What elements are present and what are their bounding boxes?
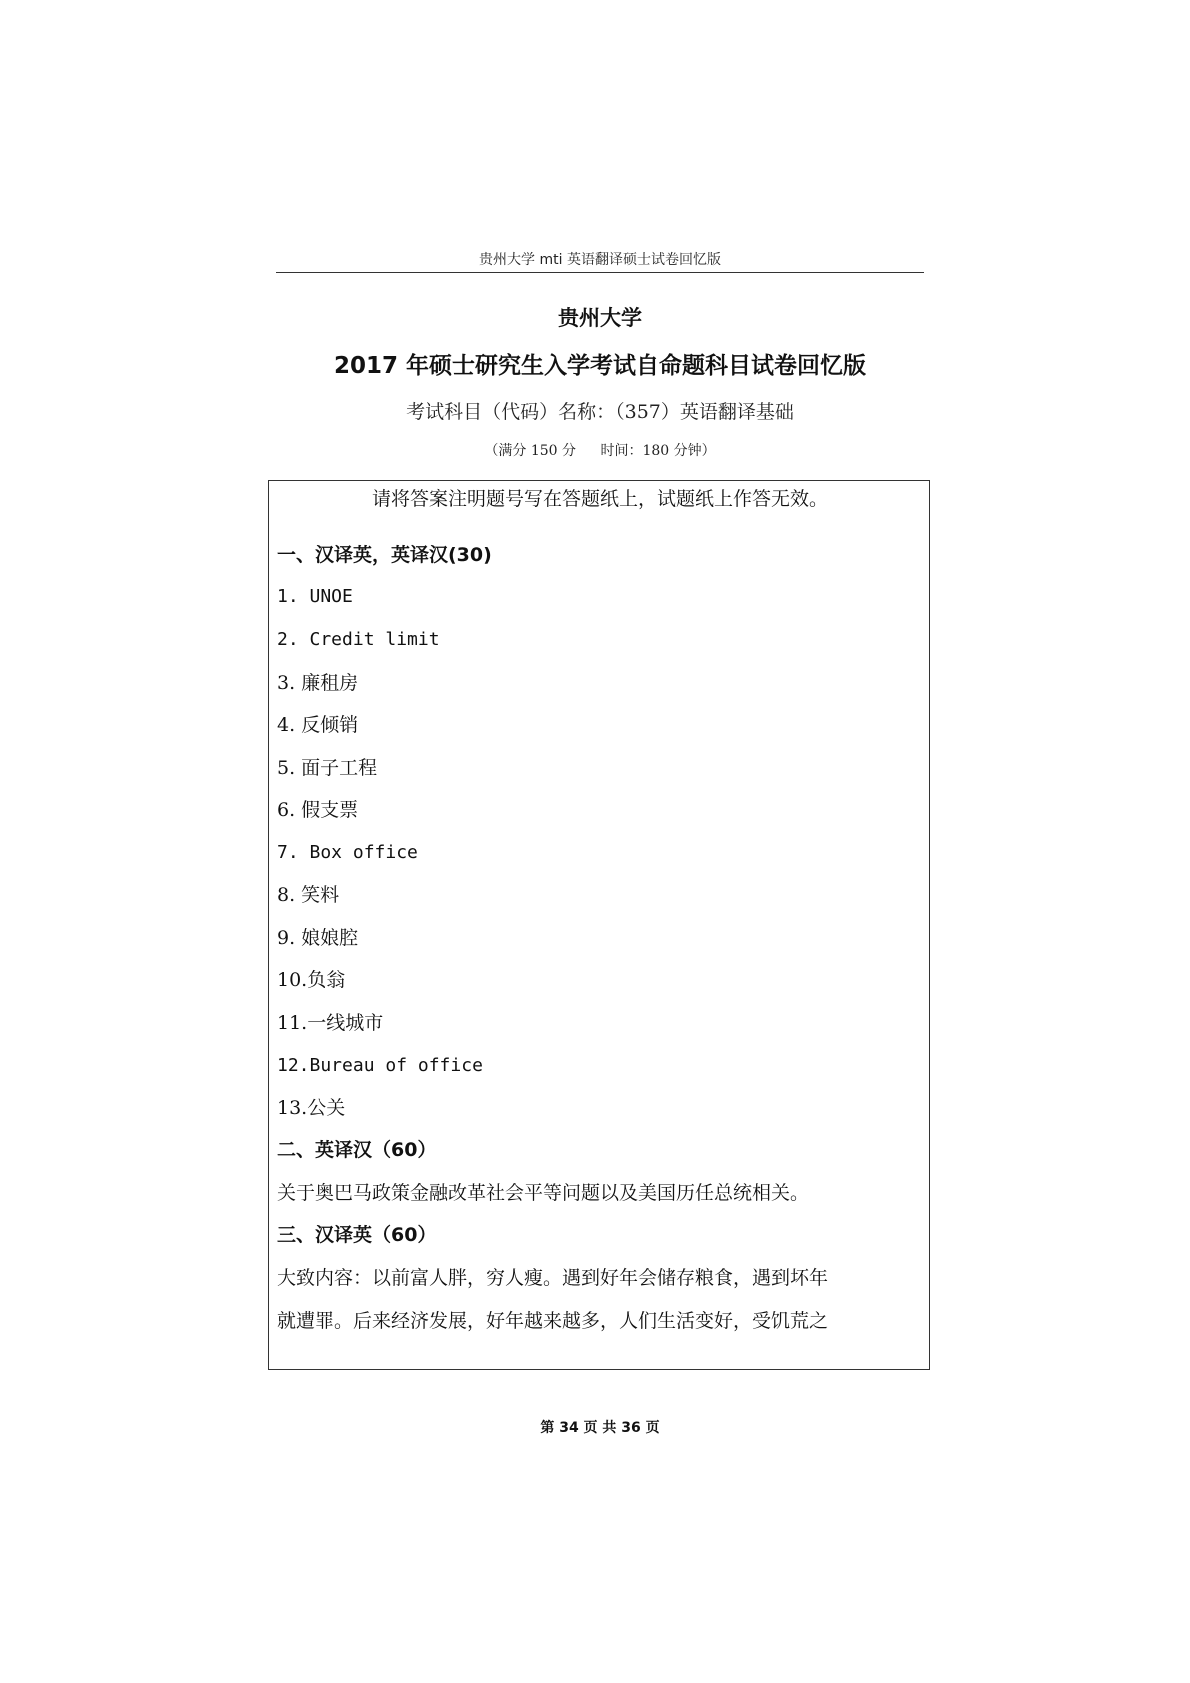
section2-text: 关于奥巴马政策金融改革社会平等问题以及美国历任总统相关。 [277,1182,810,1204]
exam-time: 时间：180 分钟） [600,443,716,459]
list-item: 7. Box office [277,842,418,863]
page-number: 第 34 页 共 36 页 [540,1420,660,1436]
list-item: 13.公关 [277,1097,346,1119]
list-item: 11.一线城市 [277,1012,384,1034]
section3-text-line: 就遭罪。后来经济发展，好年越来越多，人们生活变好，受饥荒之 [277,1310,829,1332]
list-item: 12.Bureau of office [277,1055,483,1076]
list-item: 5. 面子工程 [277,757,378,779]
section3-text-line: 大致内容：以前富人胖，穷人瘦。遇到好年会储存粮食，遇到坏年 [277,1267,829,1289]
list-item: 9. 娘娘腔 [277,927,359,949]
list-item: 8. 笑料 [277,884,340,906]
exam-title: 2017 年硕士研究生入学考试自命题科目试卷回忆版 [333,353,867,379]
running-header: 贵州大学 mti 英语翻译硕士试卷回忆版 [479,252,721,268]
list-item: 4. 反倾销 [277,714,359,736]
list-item: 6. 假支票 [277,799,359,821]
university-title: 贵州大学 [558,306,642,330]
list-item: 1. UNOE [277,586,353,607]
section1-heading: 一、汉译英，英译汉(30) [277,544,492,566]
header-rule [276,272,924,273]
list-item: 10.负翁 [277,969,346,991]
score-time-line [276,440,924,462]
section2-heading: 二、英译汉（60） [277,1139,437,1161]
list-item: 3. 廉租房 [277,672,359,694]
list-item: 2. Credit limit [277,629,440,650]
question-box [268,480,930,1370]
full-score: （满分 150 分 [484,443,576,459]
answer-notice: 请将答案注明题号写在答题纸上，试题纸上作答无效。 [371,488,828,510]
section3-heading: 三、汉译英（60） [277,1224,437,1246]
subject-line: 考试科目（代码）名称：（357）英语翻译基础 [406,401,794,423]
